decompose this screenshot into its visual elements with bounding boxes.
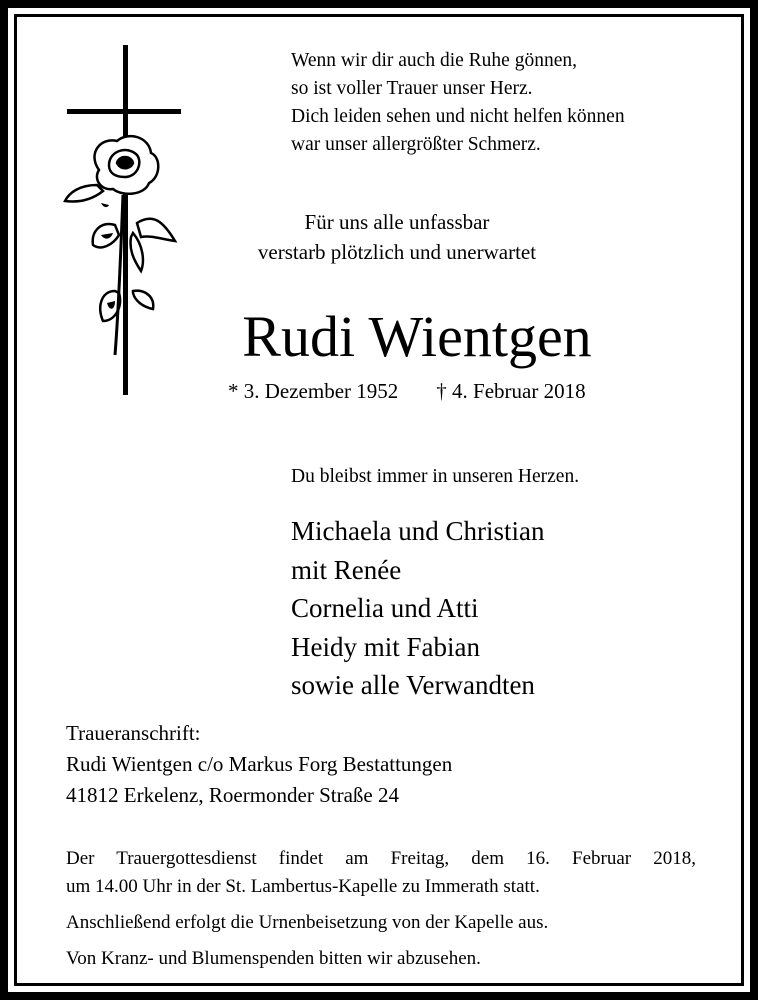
farewell-line: Du bleibst immer in unseren Herzen.: [291, 466, 580, 487]
mourning-address: [66, 718, 452, 811]
family-member: mit Renée: [291, 554, 402, 585]
death-date: † 4. Februar 2018: [436, 379, 586, 403]
family-member: sowie alle Verwandten: [291, 670, 535, 700]
service-line: Der Trauergottesdienst findet am Freitag, dem 16. Februar 2018,: [66, 848, 696, 869]
family-list: [291, 512, 544, 705]
life-dates: [228, 377, 586, 405]
poem-line: Wenn wir dir auch die Ruhe gönnen,: [291, 50, 577, 71]
birth-date: * 3. Dezember 1952: [228, 379, 399, 403]
cross-with-rose-icon: [57, 45, 187, 395]
intro-line: Für uns alle unfassbar: [304, 210, 490, 234]
service-line: um 14.00 Uhr in der St. Lambertus-Kapelle zu Immerath statt.: [66, 876, 540, 897]
poem: [291, 47, 625, 159]
family-member: Michaela und Christian: [291, 516, 545, 546]
obituary-card: [14, 14, 744, 986]
intro-text: [197, 207, 597, 267]
intro-line: verstarb plötzlich und unerwartet: [257, 240, 537, 264]
poem-line: Dich leiden sehen und nicht helfen können: [291, 106, 625, 127]
poem-line: war unser allergrößter Schmerz.: [291, 134, 541, 155]
service-info: [66, 845, 696, 973]
donation-note: Von Kranz- und Blumenspenden bitten wir abzusehen.: [66, 948, 481, 969]
family-member: Cornelia und Atti: [291, 593, 479, 623]
outer-frame: [8, 8, 750, 992]
address-line: 41812 Erkelenz, Roermonder Straße 24: [66, 783, 399, 807]
address-line: Rudi Wientgen c/o Markus Forg Bestattungen: [66, 752, 453, 776]
burial-line: Anschließend erfolgt die Urnenbeisetzung von der Kapelle aus.: [66, 912, 549, 933]
deceased-name: Rudi Wientgen: [242, 304, 592, 369]
address-label: Traueranschrift:: [66, 721, 201, 745]
family-member: Heidy mit Fabian: [291, 631, 480, 662]
poem-line: so ist voller Trauer unser Herz.: [291, 78, 533, 99]
